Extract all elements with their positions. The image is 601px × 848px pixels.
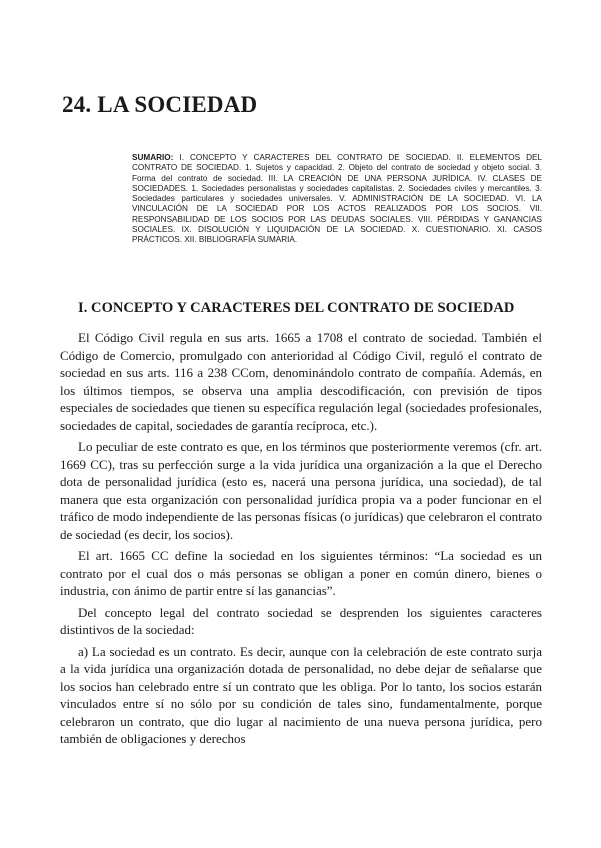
- paragraph-5: a) La sociedad es un contrato. Es decir, aunque con la celebración de este contrato surja a la vida jurídica una organización dotada de personalidad, no debe dejar de señalarse que los socios han celebrado entre sí un contrato que les obliga. Por lo tanto, los socios estarán vinculados entre sí no sólo por su condición de tales sino, fundamentalmente, porque celebraron un contrato, que dio lugar al nacimiento de una nueva persona jurídica, pero también de obligaciones y derechos: [60, 643, 542, 746]
- paragraph-4: Del concepto legal del contrato sociedad se desprenden los siguientes caracteres distintivos de la sociedad:: [60, 604, 542, 637]
- section-body: [60, 329, 542, 752]
- summary-lead: SUMARIO:: [132, 153, 174, 162]
- paragraph-2: Lo peculiar de este contrato es que, en los términos que posteriormente veremos (cfr. art. 1669 CC), tras su perfección surge a la vida jurídica una organización a la que el Derecho dota de personalidad jurídica (esto es, nacerá una persona jurídica, una sociedad), de tal manera que esta organización con personalidad jurídica propia va a poder funcionar en el tráfico de modo independiente de las personas físicas (o jurídicas) que celebraron el contrato de sociedad (es decir, los socios).: [60, 439, 542, 542]
- paragraph-1: El Código Civil regula en sus arts. 1665 a 1708 el contrato de sociedad. También el Código de Comercio, promulgado con anterioridad al Código Civil, reguló el contrato de sociedad en sus arts. 116 a 238 CCom, denominándolo contrato de compañía. Además, en los últimos tiempos, se observa una amplia descodificación, con previsión de tipos especiales de sociedades que tienen su específica regulación legal (sociedades profesionales, sociedades de capital, sociedades de garantía recíproca, etc.).: [60, 330, 542, 433]
- chapter-title: 24. LA SOCIEDAD: [62, 92, 258, 117]
- paragraph-3: El art. 1665 CC define la sociedad en los siguientes términos: “La sociedad es un contrato por el cual dos o más personas se obligan a poner en común dinero, bienes o industria, con ánimo de partir entre sí las ganancias”.: [60, 548, 542, 598]
- section-heading: I. CONCEPTO Y CARACTERES DEL CONTRATO DE SOCIEDAD: [78, 300, 515, 316]
- summary-text: I. CONCEPTO Y CARACTERES DEL CONTRATO DE SOCIEDAD. II. ELEMENTOS DEL CONTRATO DE SOCIEDAD. 1. Sujetos y capacidad. 2. Objeto del contrato de sociedad y objeto social. 3. Forma del contrato de sociedad. III. LA CREACIÓN DE UNA PERSONA JURÍDICA. IV. CLASES DE SOCIEDADES. 1. Sociedades personalistas y sociedades capitalistas. 2. Sociedades civiles y mercantiles. 3. Sociedades particulares y sociedades universales. V. ADMINISTRACIÓN DE LA SOCIEDAD. VI. LA VINCULACIÓN DE LA SOCIEDAD POR LOS ACTOS REALIZADOS POR LOS SOCIOS. VII. RESPONSABILIDAD DE LOS SOCIOS POR LAS DEUDAS SOCIALES. VIII. PÉRDIDAS Y GANANCIAS SOCIALES. IX. DISOLUCIÓN Y LIQUIDACIÓN DE LA SOCIEDAD. X. CUESTIONARIO. XI. CASOS PRÁCTICOS. XII. BIBLIOGRAFÍA SUMARIA.: [132, 153, 542, 245]
- chapter-summary: [132, 153, 542, 246]
